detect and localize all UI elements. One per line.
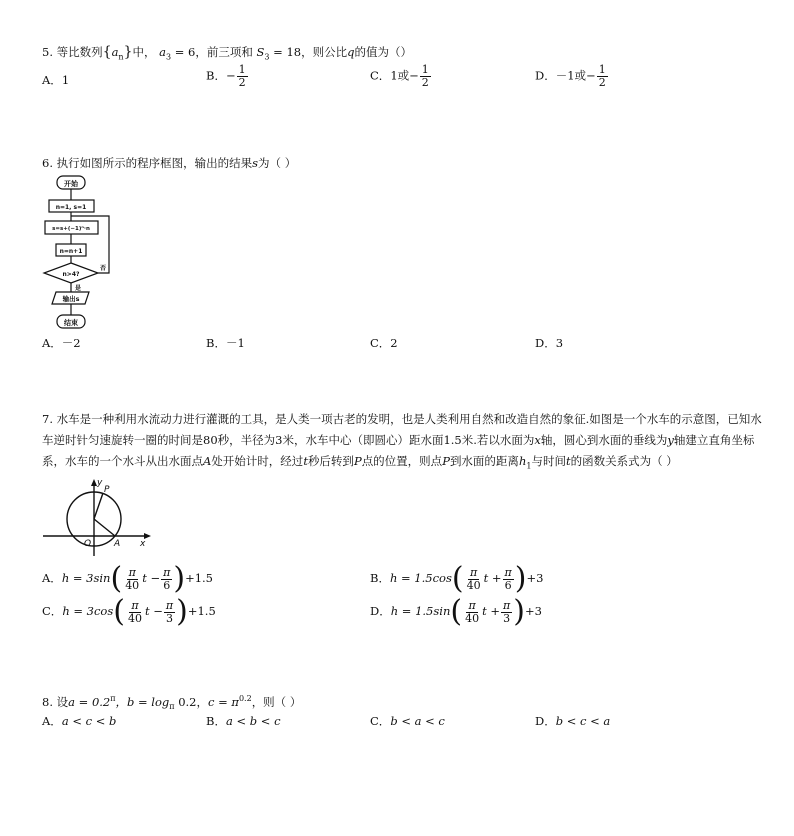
frac-den: 3 <box>166 611 173 625</box>
q5-option-a-label: A． <box>42 73 62 87</box>
q5-seq-sub: n <box>118 52 124 62</box>
q7-line2-text-c: 轴建立直角坐标 <box>673 433 755 447</box>
frac-num: π <box>165 598 174 612</box>
q7-line2-text-b: 轴，圆心到水面的垂线为 <box>540 433 668 447</box>
q7-line3-text-e: 到水面的距离 <box>449 454 519 468</box>
frac-num: π <box>469 565 478 579</box>
flow-end-label: 结束 <box>64 319 78 327</box>
q7-option-c-mid: t − <box>144 604 163 618</box>
q8-option-a[interactable] <box>42 713 116 729</box>
q5-q: q <box>347 45 355 59</box>
frac-num: π <box>468 598 476 612</box>
frac <box>164 600 175 625</box>
q6-option-a[interactable]: A．－2 <box>42 336 81 350</box>
frac <box>161 567 172 592</box>
q5-stem-end: 的值为（） <box>354 45 412 59</box>
frac <box>501 600 512 625</box>
q7-line2-text: 车逆时针匀速旋转一圈的时间是80秒，半径为3米，水车中心（即圆心）距水面1.5米.若以水面为 <box>42 433 535 447</box>
q7-t-2: t <box>565 454 571 468</box>
q5-s3-sub: 3 <box>264 52 270 62</box>
q5-option-c[interactable] <box>370 64 432 89</box>
q7-option-d-label: D． <box>370 604 391 618</box>
fig-label-a: A <box>114 539 121 549</box>
q7-option-d[interactable]: D．h = 1.5sin( $\frac{\pi}{40}$ t + $\frac{\pi}{3}$ )+3 <box>370 594 542 629</box>
fig-label-p: P <box>104 485 110 495</box>
frac-den: 2 <box>598 76 606 89</box>
q5-eq6: = 6，前三项和 <box>171 45 253 59</box>
q8-option-b-value: a < b < c <box>225 714 281 728</box>
q7-option-b[interactable]: B．h = 1.5cos( $\frac{\pi}{40}$ t + $\frac{\pi}{6}$ )+3 <box>370 561 544 596</box>
frac-den: 40 <box>127 611 142 625</box>
q7-option-c-label: C． <box>42 604 63 618</box>
q5-stem: 5. 等比数列$\{a_n\}$中， $a_3 = 6$，前三项和 $S_3 = 18$，则公比q的值为（） <box>42 44 412 62</box>
q8-option-c-value: b < a < c <box>390 714 445 728</box>
q7-option-b-tail: +3 <box>526 571 544 585</box>
q8-b-end: 0.2， <box>174 694 208 709</box>
q5-a3: a <box>159 45 167 59</box>
frac-num: π <box>163 565 171 579</box>
q7-option-a-lhs: h = 3sin <box>61 571 111 585</box>
q5-option-b-label: B． <box>206 68 226 83</box>
q5-option-d-frac <box>597 64 608 89</box>
q7-option-a[interactable]: A．h = 3sin( $\frac{\pi}{40}$ t − $\frac{\pi}{6}$ )+1.5 <box>42 561 213 596</box>
q5-eq18: = 18，则公比 <box>269 45 348 59</box>
q7-x: x <box>534 433 541 447</box>
frac-den: 40 <box>125 578 140 592</box>
q8-option-c-label: C． <box>370 714 391 728</box>
frac-num: π <box>504 565 512 579</box>
q5-option-a[interactable] <box>42 72 69 88</box>
q7-option-a-label: A． <box>42 571 62 585</box>
flow-inc-label: n=n+1 <box>59 248 83 255</box>
frac-den: 6 <box>163 578 171 592</box>
q7-option-d-tail: +3 <box>524 604 542 618</box>
q7-option-b-lhs: h = 1.5cos <box>389 571 452 585</box>
q7-point-a: A <box>203 454 212 468</box>
q6-option-d[interactable]: D．3 <box>535 336 564 350</box>
q7-option-d-lhs: h = 1.5sin <box>390 604 451 618</box>
fig-label-y: y <box>97 478 103 488</box>
q8-option-d[interactable] <box>535 713 610 729</box>
frac-den: 40 <box>465 611 480 625</box>
q7-option-b-mid: t + <box>483 571 502 585</box>
q6-s: s <box>252 156 259 170</box>
frac-den: 3 <box>503 611 511 625</box>
frac-den: 40 <box>466 578 481 592</box>
q7-line1: 7. 水车是一种利用水流动力进行灌溉的工具，是人类一项古老的发明，也是人类利用自然和改造自然的象征.如图是一个水车的示意图，已知水 <box>42 412 762 426</box>
q8-c: c = π <box>208 694 239 709</box>
q8-option-b-label: B． <box>206 714 226 728</box>
q7-waterwheel-figure <box>40 474 155 559</box>
q5-seq: a <box>111 45 119 59</box>
q7-line3-text-c: 秒后转到 <box>307 454 354 468</box>
q7-option-d-mid: t + <box>482 604 501 618</box>
frac-num: π <box>131 598 139 612</box>
frac <box>123 567 141 592</box>
q6-option-c[interactable]: C．2 <box>370 336 398 350</box>
q5-stem-text-b: 中， <box>132 45 156 59</box>
fig-label-o: O <box>84 539 92 549</box>
frac-num: 1 <box>238 63 246 76</box>
q7-stem <box>42 409 762 476</box>
q7-option-b-label: B． <box>370 571 390 585</box>
q7-y: y <box>667 433 674 447</box>
q5-a3-sub: 3 <box>166 52 172 62</box>
q5-option-d-label: D． <box>535 68 556 83</box>
flow-start-label: 开始 <box>64 180 78 188</box>
q6-flowchart <box>40 173 120 333</box>
frac-den: 6 <box>504 578 512 592</box>
q8-stem <box>42 691 301 715</box>
q6-stem <box>42 155 296 171</box>
q8-option-d-label: D． <box>535 714 556 728</box>
q7-line3-text-b: 处开始计时，经过 <box>211 454 304 468</box>
q5-option-c-pre: 1或− <box>390 68 419 83</box>
q8-option-b[interactable] <box>206 713 281 729</box>
q7-option-c-lhs: h = 3cos <box>62 604 114 618</box>
q5-option-d-pre: －1或− <box>555 68 596 83</box>
q7-option-a-tail: +1.5 <box>185 571 213 585</box>
q8-pre: 8. 设 <box>42 694 69 709</box>
frac-num: 1 <box>598 63 606 76</box>
q6-option-b[interactable]: B．－1 <box>206 336 245 350</box>
q5-option-b-frac <box>237 64 248 89</box>
flow-update-label: s=s+(−1)ⁿ·n <box>52 226 90 232</box>
q8-option-a-value: a < c < b <box>61 714 117 728</box>
q5-option-b[interactable] <box>206 64 249 89</box>
q6-stem-text: 6. 执行如图所示的程序框图，输出的结果 <box>42 156 253 170</box>
frac-num: π <box>128 565 136 579</box>
flow-output-label: 输出s <box>62 295 80 303</box>
q6-stem-end: 为（ ） <box>258 156 297 170</box>
q8-option-d-value: b < c < a <box>555 714 611 728</box>
q7-line3 <box>42 451 742 476</box>
flow-cond-label: n>4? <box>62 271 80 278</box>
q7-line3-text-d: 点的位置，则点 <box>361 454 443 468</box>
q7-option-a-mid: t − <box>142 571 161 585</box>
q7-line3-text-g: 的函数关系式为（ ） <box>570 454 678 468</box>
q8-option-c[interactable] <box>370 713 445 729</box>
flow-no-label: 否 <box>99 265 107 272</box>
radius-oa <box>94 519 115 536</box>
q5-s3: S <box>256 45 265 59</box>
frac-num: 1 <box>421 63 429 76</box>
q7-point-p: P <box>353 454 362 468</box>
q8-b: ，b = log <box>115 694 170 709</box>
q8-end: ，则（ ） <box>251 694 302 709</box>
frac <box>503 567 514 592</box>
q8-c-sup: 0.2 <box>238 694 252 703</box>
q8-a: a = 0.2 <box>68 694 111 709</box>
q8-option-a-label: A． <box>42 714 62 728</box>
radius-op <box>94 493 103 519</box>
flow-yes-label: 是 <box>74 285 82 292</box>
q8-a-sup: π <box>110 694 116 703</box>
frac-den: 2 <box>238 76 246 89</box>
frac <box>465 567 483 592</box>
q7-line2 <box>42 430 755 451</box>
q5-stem-text: 5. 等比数列 <box>42 45 103 59</box>
q7-t: t <box>303 454 308 468</box>
q5-option-b-sign: − <box>225 68 236 83</box>
flow-init-label: n=1, s=1 <box>55 204 87 211</box>
fig-label-x: x <box>140 539 146 549</box>
frac-den: 2 <box>421 76 429 89</box>
q7-h-sub: 1 <box>526 461 532 471</box>
q7-point-p-2: P <box>442 454 450 468</box>
q8-b-sub: π <box>169 702 175 712</box>
q5-option-d[interactable] <box>535 64 609 89</box>
q7-h: h <box>518 454 527 468</box>
q7-option-c[interactable]: C．h = 3cos( $\frac{\pi}{40}$ t − $\frac{\pi}{3}$ )+1.5 <box>42 594 216 629</box>
frac <box>463 600 481 625</box>
q5-option-c-frac <box>420 64 431 89</box>
q5-option-a-value: 1 <box>61 73 70 87</box>
q7-line3-text-f: 与时间 <box>531 454 566 468</box>
q7-line3-text: 系，水车的一个水斗从出水面点 <box>42 454 203 468</box>
frac <box>126 600 144 625</box>
frac-num: π <box>503 598 511 612</box>
q7-option-c-tail: +1.5 <box>187 604 216 618</box>
q5-option-c-label: C． <box>370 68 391 83</box>
